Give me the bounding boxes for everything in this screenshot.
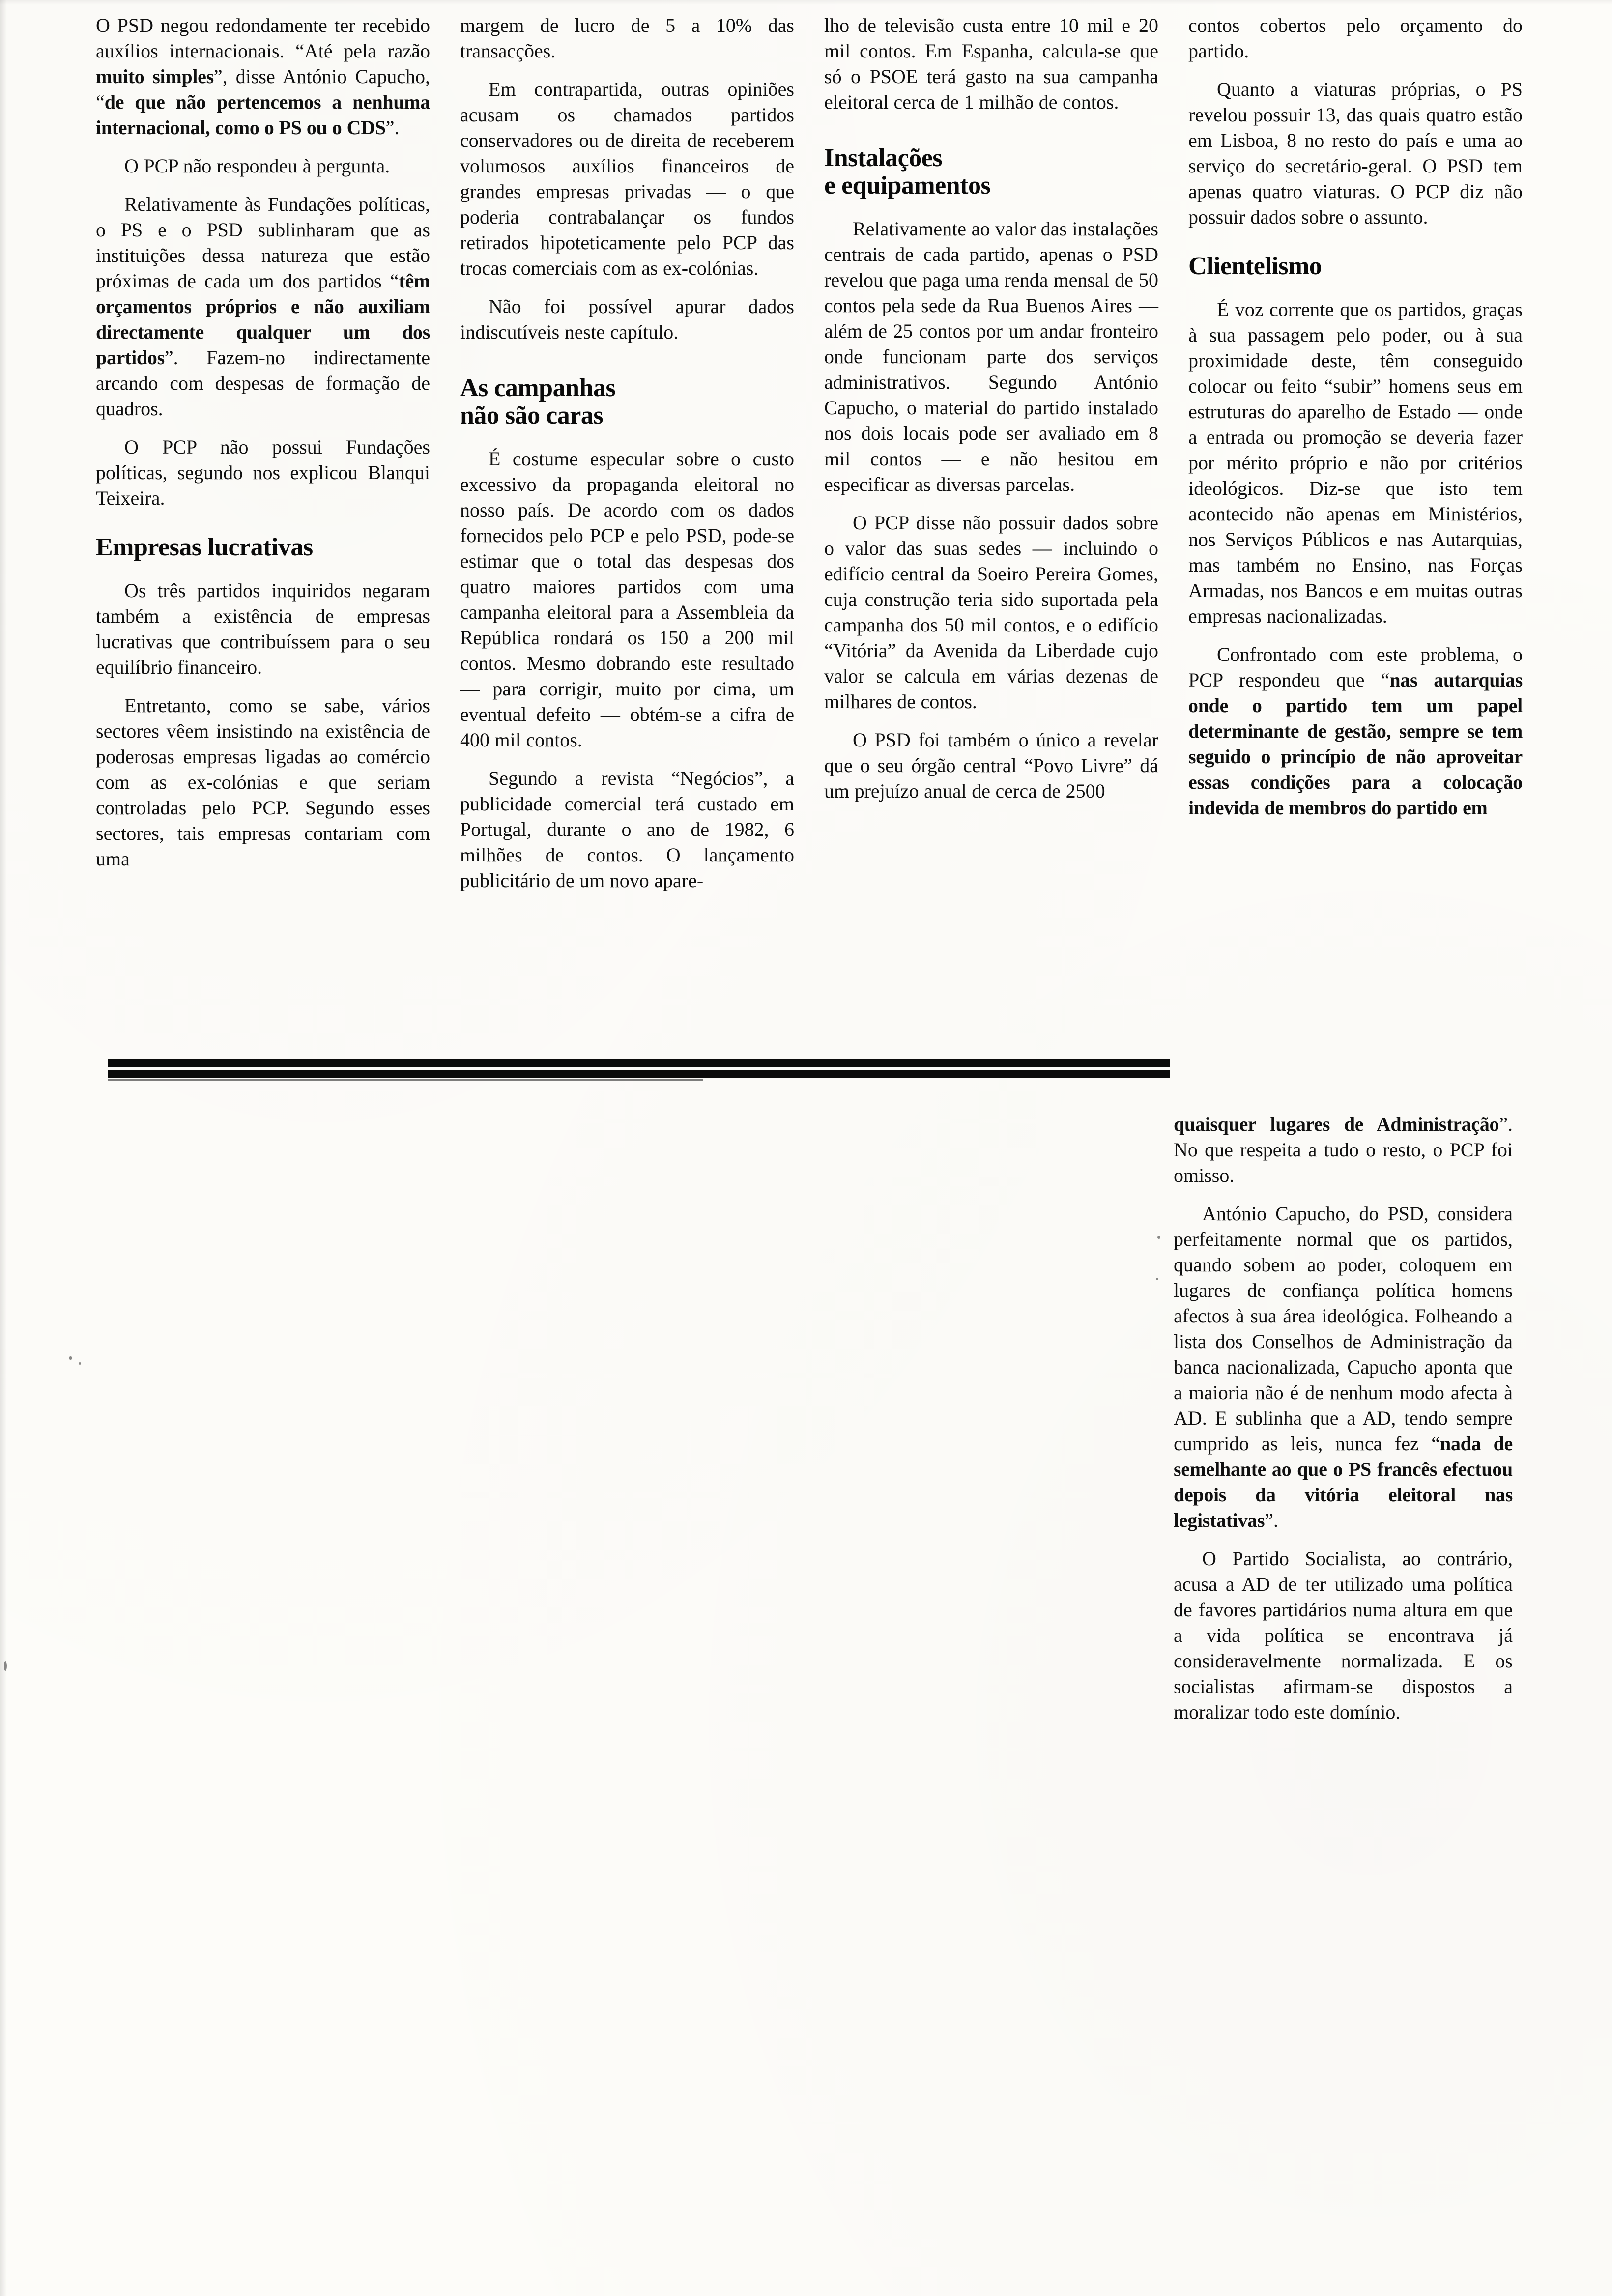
section-heading-empresas-lucrativas: Empresas lucrativas xyxy=(96,533,313,561)
scan-edge-shadow-top xyxy=(0,0,1612,5)
paragraph-text: Confrontado com este problema, o PCP respondeu que “nas autarquias onde o partido tem um papel determinante de gestão, sempre se tem seguido o princípio de não aproveitar essas condições para a colocação indevida de membros do partido em xyxy=(1188,643,1523,819)
paragraph-text: O Partido Socialista, ao contrário, acusa a AD de ter utilizado uma política de favores partidários numa altura em que a vida política se encontrava já consideravelmente normalizada. E os socialistas afirmam-se dispostos a moralizar todo este domínio. xyxy=(1174,1548,1513,1723)
paragraph xyxy=(1174,1201,1513,1533)
paragraph xyxy=(1174,1546,1513,1725)
paragraph xyxy=(460,294,794,345)
paragraph-text: Entretanto, como se sabe, vários sectores vêem insistindo na existência de poderosas empresas ligadas ao comércio com as ex-colónias e que seriam controladas pelo PCP. Segundo esses sectores, tais empresas contariam com uma xyxy=(96,694,430,870)
scan-speck xyxy=(79,1362,81,1365)
paragraph xyxy=(824,727,1158,804)
scan-speck xyxy=(4,1661,7,1671)
bar-line-top xyxy=(108,1059,1170,1067)
paragraph-text: contos cobertos pelo orçamento do partido. xyxy=(1188,14,1523,62)
paragraph-text: Não foi possível apurar dados indiscutíveis neste capítulo. xyxy=(460,295,794,343)
paragraph xyxy=(96,693,430,872)
article-columns xyxy=(96,13,1524,906)
paragraph-text: Quanto a viaturas próprias, o PS revelou possuir 13, das quais quatro estão em Lisboa, 8 no resto do país e uma ao serviço do secretário-geral. O PSD tem apenas quatro viaturas. O PCP diz não possuir dados sobre o assunto. xyxy=(1188,78,1523,228)
paragraph xyxy=(460,446,794,753)
paragraph-text: António Capucho, do PSD, considera perfeitamente normal que os partidos, quando sobem ao poder, coloquem em lugares de confiança política homens afectos à sua área ideológica. Folheando a lista dos Conselhos de Administração da banca nacionalizada, Capucho aponta que a maioria não é de nenhum modo afecta à AD. E sublinha que a AD, tendo sempre cumprido as leis, nunca fez “nada de semelhante ao que o PS francês efectuou depois da vitória eleitoral nas legistativas”. xyxy=(1174,1203,1513,1531)
paragraph-text: Os três partidos inquiridos negaram também a existência de empresas lucrativas que contribuíssem para o seu equilíbrio financeiro. xyxy=(96,579,430,678)
paragraph xyxy=(1174,1112,1513,1188)
paragraph-text: Em contrapartida, outras opiniões acusam os chamados partidos conservadores ou de direita de receberem volumosos auxílios financeiros de grandes empresas privadas — o que poderia contrabalançar os fundos retirados hipoteticamente pelo PCP das trocas comerciais com as ex-colónias. xyxy=(460,78,794,279)
paragraph xyxy=(96,13,430,141)
section-heading-as-campanhas xyxy=(460,374,794,430)
paragraph xyxy=(96,192,430,422)
paragraph-text: lho de televisão custa entre 10 mil e 20 mil contos. Em Espanha, calcula-se que só o PSOE terá gasto na sua campanha eleitoral cerca de 1 milhão de contos. xyxy=(824,14,1158,113)
paragraph-text: Segundo a revista “Negócios”, a publicidade comercial terá custado em Portugal, durante o ano de 1982, 6 milhões de contos. O lançamento publicitário de um novo apare- xyxy=(460,767,794,891)
column-4 xyxy=(1188,13,1523,906)
scan-speck xyxy=(1157,1236,1160,1239)
paragraph xyxy=(824,216,1158,497)
column-1 xyxy=(96,13,430,906)
paragraph-text: O PCP não possui Fundações políticas, segundo nos explicou Blanqui Teixeira. xyxy=(96,436,430,509)
scan-speck xyxy=(69,1356,72,1360)
paragraph-text: É voz corrente que os partidos, graças à sua passagem pelo poder, ou à sua proximidade deste, têm conseguido colocar ou feito “subir” homens seus em estruturas do aparelho de Estado — onde a entrada ou promoção se deveria fazer por mérito próprio e não por critérios ideológicos. Diz-se que isto tem acontecido não apenas em Ministérios, nos Serviços Públicos e nas Autarquias, mas também no Ensino, nas Forças Armadas, nos Bancos e em muitas outras empresas nacionalizadas. xyxy=(1188,298,1523,627)
paragraph-text: O PSD foi também o único a revelar que o seu órgão central “Povo Livre” dá um prejuízo anual de cerca de 2500 xyxy=(824,729,1158,802)
scan-edge-shadow-left xyxy=(0,0,7,2296)
paragraph xyxy=(824,13,1158,115)
paragraph xyxy=(96,434,430,511)
paragraph-text: quaisquer lugares de Administração”. No que respeita a tudo o resto, o PCP foi omisso. xyxy=(1174,1113,1513,1186)
section-heading-clientelismo: Clientelismo xyxy=(1188,252,1322,280)
paragraph xyxy=(460,13,794,64)
heading-line-1: As campanhas xyxy=(460,374,616,402)
paragraph-text: O PCP não respondeu à pergunta. xyxy=(124,155,390,177)
paragraph xyxy=(1188,297,1523,629)
black-separator-bar xyxy=(108,1059,1170,1083)
paragraph-text: O PCP disse não possuir dados sobre o valor das suas sedes — incluindo o edifício central da Soeiro Pereira Gomes, cuja construção teria sido suportada pela campanha dos 50 mil contos, e o edifício “Vitória” da Avenida da Liberdade cujo valor se calcula em várias dezenas de milhares de contos. xyxy=(824,512,1158,713)
paragraph-text: O PSD negou redondamente ter recebido auxílios internacionais. “Até pela razão muito simples”, disse António Capucho, “de que não pertencemos a nenhuma internacional, como o PS ou o CDS”. xyxy=(96,14,430,139)
bar-line-bottom xyxy=(108,1070,1170,1078)
paragraph xyxy=(96,578,430,680)
heading-line-1: Instalações xyxy=(824,144,943,172)
heading-line-2: e equipamentos xyxy=(824,172,991,200)
paragraph xyxy=(96,153,430,179)
paragraph-text: margem de lucro de 5 a 10% das transacções. xyxy=(460,14,794,62)
paragraph xyxy=(1188,13,1523,64)
paragraph-text: É costume especular sobre o custo excessivo da propaganda eleitoral no nosso país. De acordo com os dados fornecidos pelo PCP e pelo PSD, pode-se estimar que o total das despesas dos quatro maiores partidos com uma campanha eleitoral para a Assembleia da República rondará os 150 a 200 mil contos. Mesmo dobrando este resultado — para corrigir, muito por cima, um eventual defeito — obtém-se a cifra de 400 mil contos. xyxy=(460,448,794,751)
paragraph xyxy=(460,77,794,281)
paragraph xyxy=(824,510,1158,715)
paragraph xyxy=(1188,77,1523,230)
paragraph-text: Relativamente às Fundações políticas, o PS e o PSD sublinharam que as instituições dessa natureza que estão próximas de cada um dos partidos “têm orçamentos próprios e não auxiliam directamente qualquer um dos partidos”. Fazem-no indirectamente arcando com despesas de formação de quadros. xyxy=(96,193,430,420)
section-heading-instalacoes xyxy=(824,144,1158,200)
column-3 xyxy=(824,13,1158,906)
paragraph-text: Relativamente ao valor das instalações centrais de cada partido, apenas o PSD revelou que paga uma renda mensal de 50 contos pela sede da Rua Buenos Aires — além de 25 contos por um andar fronteiro onde funcionam parte dos serviços administrativos. Segundo António Capucho, o material do partido instalado nos dois locais pode ser avaliado em 8 mil contos — e não hesitou em especificar as diversas parcelas. xyxy=(824,218,1158,495)
heading-line-2: não são caras xyxy=(460,402,604,430)
paragraph xyxy=(460,766,794,893)
paragraph xyxy=(1188,642,1523,821)
column-2 xyxy=(460,13,794,906)
column-4-continuation xyxy=(1174,1112,1513,1738)
scan-speck xyxy=(1156,1278,1158,1280)
bar-line-tail xyxy=(108,1079,703,1081)
